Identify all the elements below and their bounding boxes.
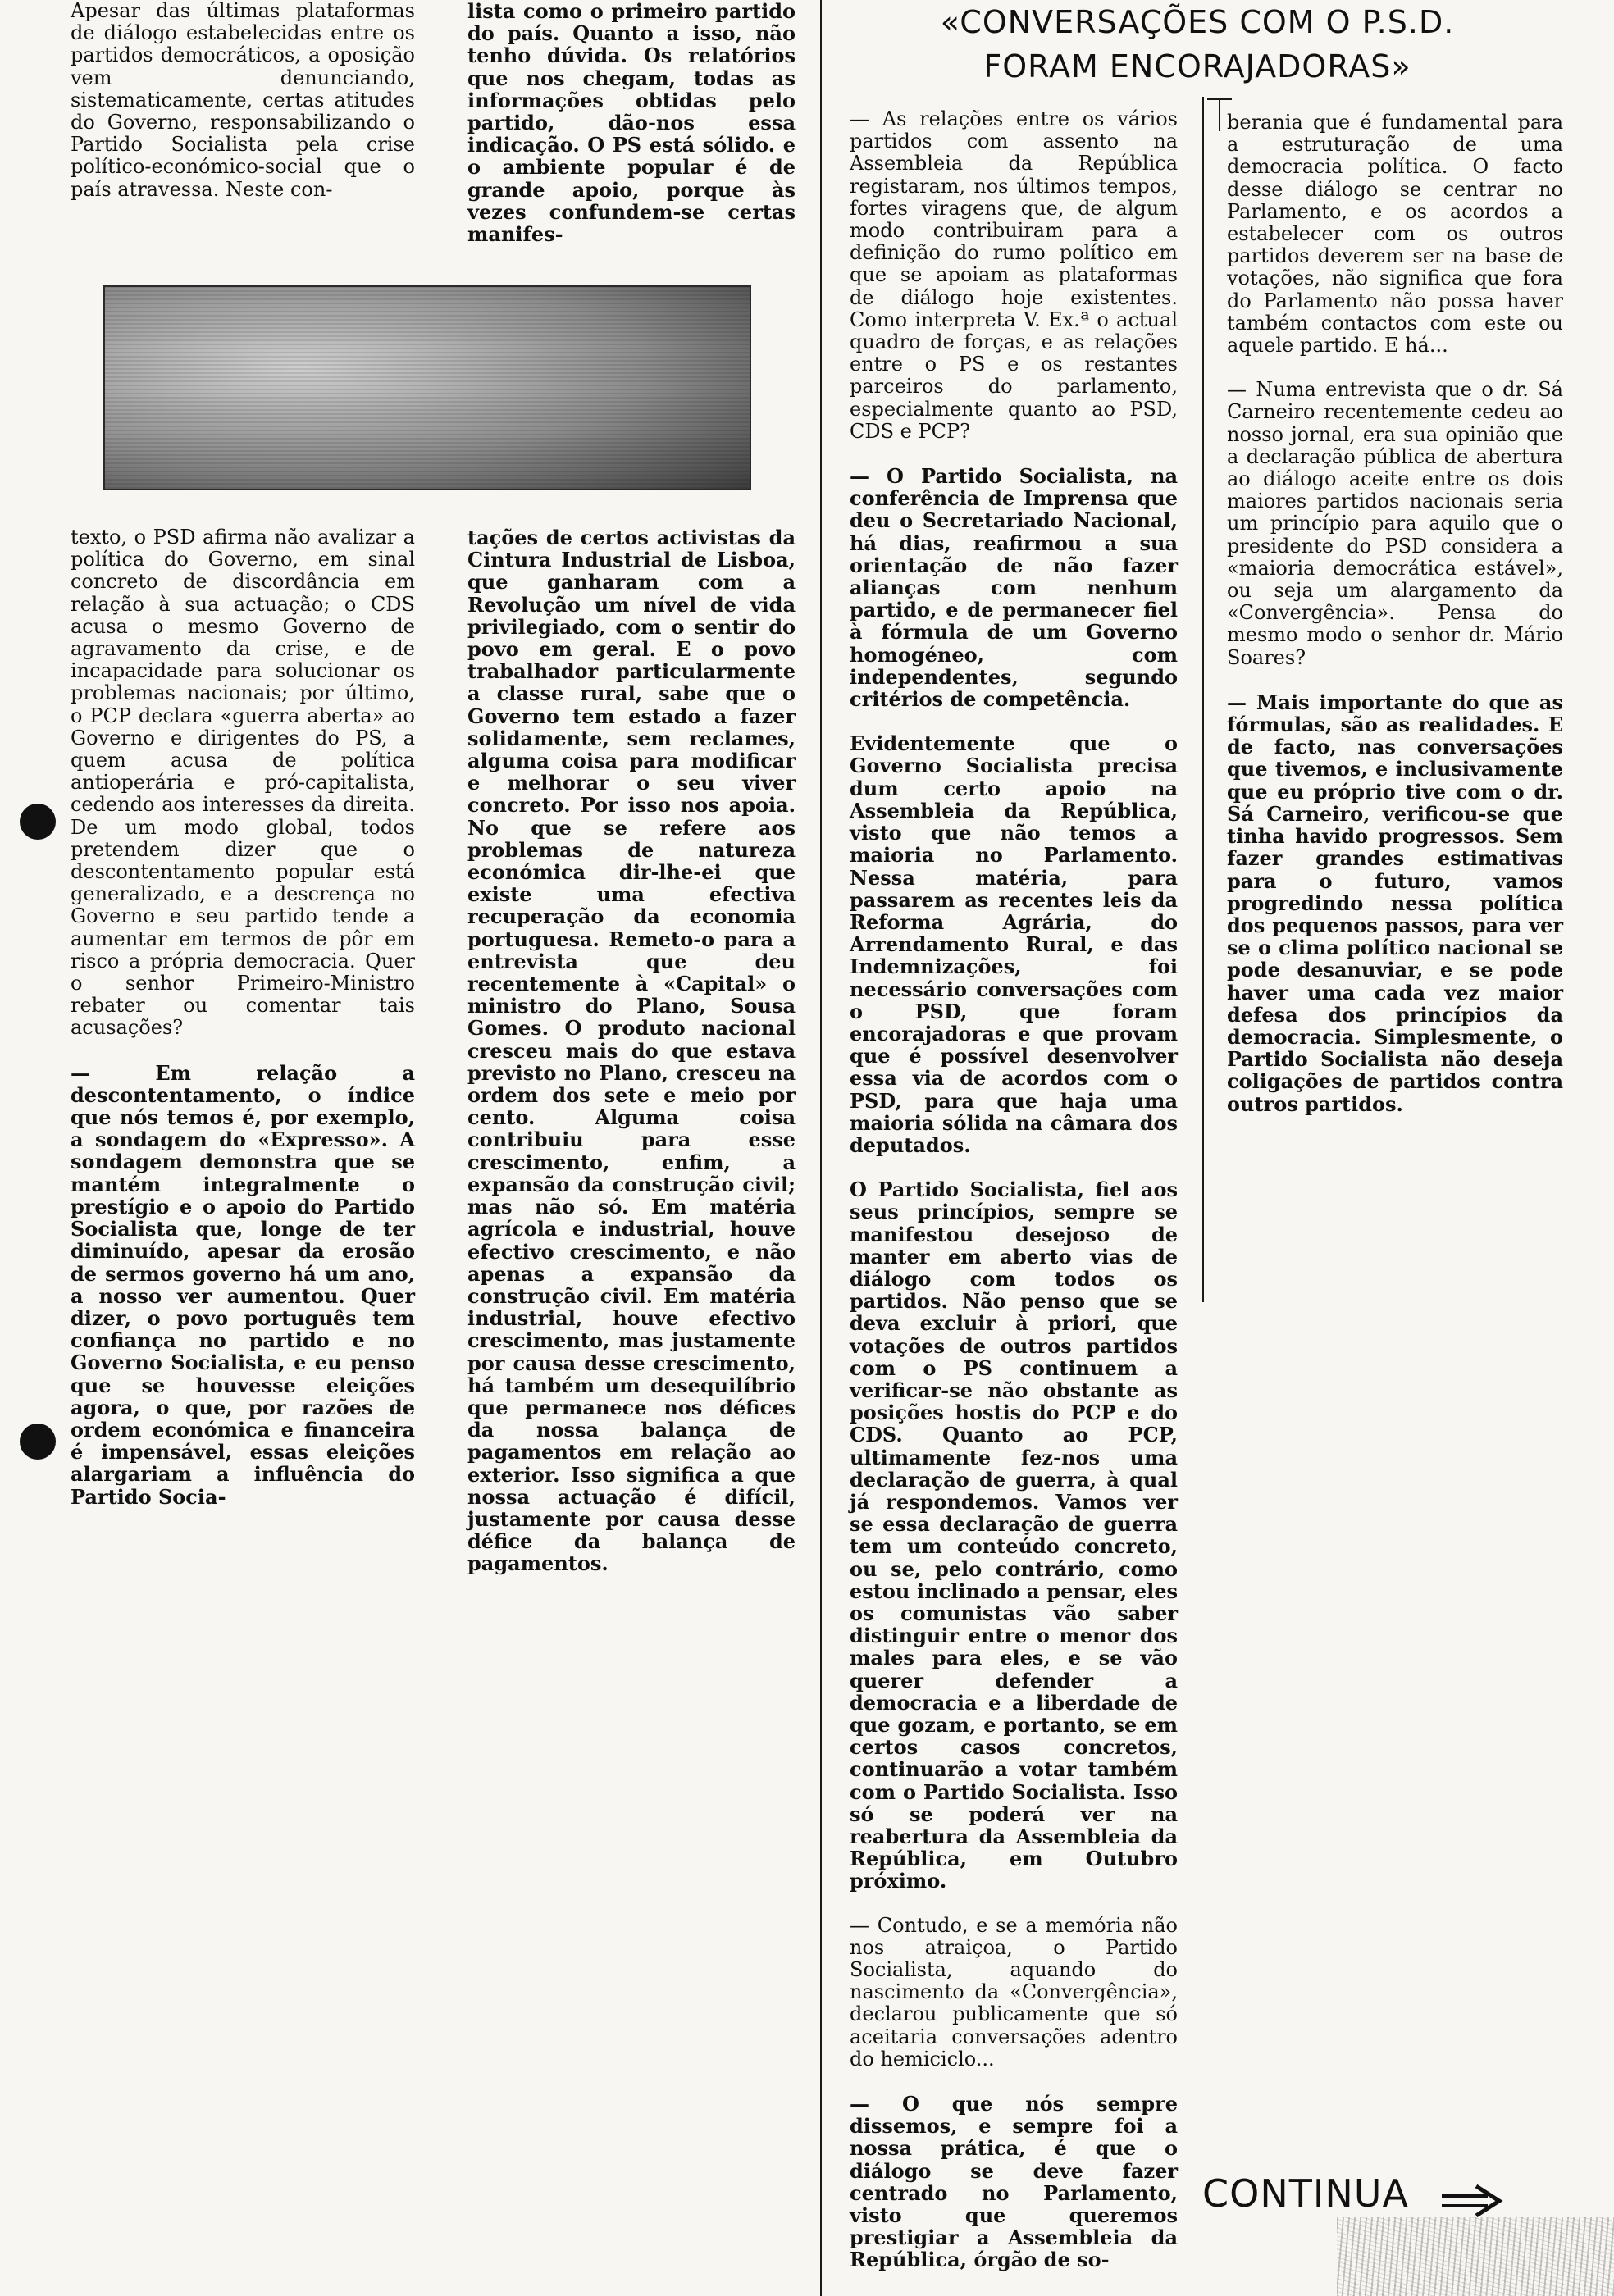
- paragraph: — O que nós sempre dissemos, e sempre foi a nossa prática, é que o diálogo se deve fazer centrado no Parlamento, visto que queremos prestigiar a Assembleia da República, órgão de so-: [850, 2092, 1178, 2272]
- continua-label: CONTINUA: [1202, 2171, 1409, 2216]
- column-divider: [1202, 97, 1204, 1302]
- column-divider: [820, 0, 822, 2296]
- column-2-bottom: [467, 526, 796, 1617]
- headline-line-2: FORAM ENCORAJADORAS»: [983, 48, 1411, 84]
- paragraph: — Em relação a descontentamento, o índice que nós temos é, por exemplo, a sondagem do «Expresso». A sondagem demonstra que se mantém integralmente o prestígio e o apoio do Partido Socialista que, longe de ter diminuído, apesar da erosão de sermos governo há um ano, a nosso ver aumentou. Quer dizer, o povo português tem confiança no partido e no Governo Socialista, e eu penso que se houvesse eleições agora, o que, por razões de ordem económica e financeira é impensável, essas eleições alargariam a influência do Partido Socia-: [71, 1060, 415, 1509]
- paragraph: texto, o PSD afirma não avalizar a política do Governo, em sinal concreto de discordância em relação à sua actuação; o CDS acusa o mesmo Governo de agravamento da crise, e de incapacidade para solucionar os problemas nacionais; por último, o PCP declara «guerra aberta» ao Governo e dirigentes do PS, a quem acusa de política antioperária e pró-capitalista, cedendo aos interesses da direita. De um modo global, todos pretendem dizer que o descontentamento popular está generalizado, e a descrença no Governo e seu partido tende a aumentar em termos de pôr em risco a própria democracia. Quer o senhor Primeiro-Ministro rebater ou comentar tais acusações?: [71, 526, 415, 1040]
- paragraph: — Numa entrevista que o dr. Sá Carneiro recentemente cedeu ao nosso jornal, era sua opinião que a declaração pública de abertura ao diálogo aceite entre os dois maiores partidos nacionais seria um princípio para aquilo que o presidente do PSD considera a «maioria democrática estável», ou seja um alargamento da «Convergência». Pensa do mesmo modo o senhor dr. Mário Soares?: [1227, 378, 1563, 669]
- column-3: [850, 107, 1178, 2272]
- paragraph: — O Partido Socialista, na conferência de Imprensa que deu o Secretariado Nacional, há dias, reafirmou a sua orientação de não fazer alianças com nenhum partido, e de permanecer fiel à fórmula de um Governo homogéneo, com independentes, segundo critérios de competência.: [850, 464, 1178, 712]
- arrow-right-icon: [1440, 2184, 1502, 2217]
- article-headline: [935, 0, 1460, 89]
- paragraph: O Partido Socialista, fiel aos seus princípios, sempre se manifestou desejoso de manter em aberto vias de diálogo com todos os partidos. Não penso que se deva excluir à priori, que votações de outros partidos com o PS continuem a verificar-se não obstante as posições hostis do PCP e do CDS. Quanto ao PCP, ultimamente fez-nos uma declaração de guerra, à qual já respondemos. Vamos ver se essa declaração de guerra tem um conteúdo concreto, ou se, pelo contrário, como estou inclinado a pensar, eles os comunistas vão saber distinguir entre o menor dos males para eles, e se vão querer defender a democracia e a liberdade de que gozam, e portanto, se em certos casos concretos, continuarão a votar também com o Partido Socialista. Isso só se poderá ver na reabertura da Assembleia da República, em Outubro próximo.: [850, 1178, 1178, 1893]
- column-4: [1227, 112, 1563, 1292]
- paragraph: — Contudo, e se a memória não nos atraiçoa, o Partido Socialista, aquando do nascimento da «Convergência», declarou publicamente que só aceitaria conversações adentro do hemiciclo...: [850, 1913, 1178, 2070]
- paragraph: lista como o primeiro partido do país. Quanto a isso, não tenho dúvida. Os relatórios que nos chegam, todas as informações obtidas pelo partido, dão-nos essa indicação. O PS está sólido. e o ambiente popular é de grande apoio, porque às vezes confundem-se certas manifes-: [467, 0, 796, 247]
- article-photo: [103, 285, 751, 490]
- scan-artifact: [1337, 2217, 1614, 2296]
- paragraph: tações de certos activistas da Cintura Industrial de Lisboa, que ganharam com a Revolução um nível de vida privilegiado, com o sentir do povo em geral. E o povo trabalhador particularmente a classe rural, sabe que o Governo tem estado a fazer solidamente, sem reclames, alguma coisa para modificar e melhorar o seu viver concreto. Por isso nos apoia. No que se refere aos problemas de natureza económica dir-lhe-ei que existe uma efectiva recuperação da economia portuguesa. Remeto-o para a entrevista que deu recentemente à «Capital» o ministro do Plano, Sousa Gomes. O produto nacional cresceu mais do que estava previsto no Plano, cresceu na ordem dos sete e meio por cento. Alguma coisa contribuiu para esse crescimento, enfim, a expansão da construção civil; mas não só. Em matéria agrícola e industrial, houve efectivo crescimento, e não apenas a expansão da construção civil. Em matéria industrial, houve efectivo crescimento, mas justamente por causa desse crescimento, há também um desequilíbrio que permanece nos défices da nossa balança de pagamentos em relação ao exterior. Isso significa a que nossa actuação é difícil, justamente por causa desse défice da balança de pagamentos.: [467, 526, 796, 1576]
- punch-hole: [20, 804, 56, 840]
- paragraph: Evidentemente que o Governo Socialista precisa dum certo apoio na Assembleia da República, visto que não temos a maioria no Parlamento. Nessa matéria, para passarem as recentes leis da Reforma Agrária, do Arrendamento Rural, e das Indemnizações, foi necessário conversações com o PSD, que foram encorajadoras e que provam que é possível desenvolver essa via de acordos com o PSD, para que haja uma maioria sólida na câmara dos deputados.: [850, 731, 1178, 1157]
- punch-hole: [20, 1424, 56, 1460]
- headline-line-1: «CONVERSAÇÕES COM O P.S.D.: [940, 4, 1455, 40]
- paragraph: Apesar das últimas plataformas de diálogo estabelecidas entre os partidos democráticos, a oposição vem denunciando, sistematicamente, certas atitudes do Governo, responsabilizando o Partido Socialista pela crise político-económico-social que o país atravessa. Neste con-: [71, 0, 415, 201]
- paragraph: berania que é fundamental para a estruturação de uma democracia política. O facto desse diálogo se centrar no Parlamento, e os acordos a estabelecer com os outros partidos deverem ser na base de votações, não significa que fora do Parlamento não possa haver também contactos com este ou aquele partido. E há...: [1227, 111, 1563, 358]
- paragraph: — As relações entre os vários partidos com assento na Assembleia da República registaram, nos últimos tempos, fortes viragens que, de algum modo contribuiram para a definição do rumo político em que se apoiam as plataformas de diálogo hoje existentes. Como interpreta V. Ex.ª o actual quadro de forças, e as relações entre o PS e os restantes parceiros do parlamento, especialmente quanto ao PSD, CDS e PCP?: [850, 107, 1178, 443]
- column-2-top: [467, 0, 796, 246]
- column-1-top: [71, 0, 415, 246]
- divider-tick: [1219, 98, 1220, 131]
- column-1-bottom: [71, 526, 415, 1617]
- paragraph: — Mais importante do que as fórmulas, são as realidades. E de facto, nas conversações que tivemos, e inclusivamente que eu próprio tive com o dr. Sá Carneiro, verificou-se que tinha havido progressos. Sem fazer grandes estimativas para o futuro, vamos progredindo nessa política dos pequenos passos, para ver se o clima político nacional se pode desanuviar, e se pode haver uma cada vez maior defesa dos princípios da democracia. Simplesmente, o Partido Socialista não deseja coligações de partidos contra outros partidos.: [1227, 690, 1563, 1116]
